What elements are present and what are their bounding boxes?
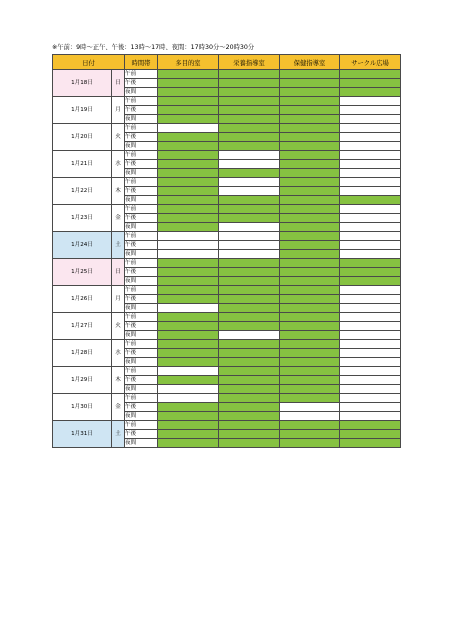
available-cell — [340, 304, 401, 313]
table-row — [53, 205, 401, 214]
booked-cell — [219, 385, 280, 394]
available-cell — [219, 232, 280, 241]
booked-cell — [280, 196, 340, 205]
available-cell — [340, 349, 401, 358]
booked-cell — [158, 421, 219, 430]
available-cell — [158, 394, 219, 403]
available-cell — [219, 250, 280, 259]
table-row — [53, 259, 401, 268]
date-cell: 1月25日 — [53, 259, 112, 286]
table-row — [53, 151, 401, 160]
date-cell: 1月20日 — [53, 124, 112, 151]
available-cell — [340, 394, 401, 403]
weekday-cell: 金 — [112, 205, 125, 232]
booked-cell — [280, 349, 340, 358]
booked-cell — [158, 187, 219, 196]
available-cell — [340, 358, 401, 367]
available-cell — [219, 178, 280, 187]
booked-cell — [280, 115, 340, 124]
available-cell — [340, 322, 401, 331]
booked-cell — [158, 214, 219, 223]
booked-cell — [219, 133, 280, 142]
booked-cell — [219, 412, 280, 421]
time-slot-cell: 午後 — [125, 376, 158, 385]
time-slot-cell: 午後 — [125, 268, 158, 277]
available-cell — [219, 331, 280, 340]
header-row — [53, 55, 401, 70]
schedule-table — [52, 54, 401, 448]
booked-cell — [280, 79, 340, 88]
available-cell — [280, 403, 340, 412]
booked-cell — [158, 205, 219, 214]
available-cell — [340, 106, 401, 115]
time-slot-cell: 午前 — [125, 394, 158, 403]
booked-cell — [340, 259, 401, 268]
available-cell — [340, 151, 401, 160]
available-cell — [340, 232, 401, 241]
header-room-health: 保健指導室 — [280, 55, 340, 70]
table-row — [53, 97, 401, 106]
time-slot-cell: 午前 — [125, 124, 158, 133]
available-cell — [158, 124, 219, 133]
weekday-cell: 火 — [112, 124, 125, 151]
booked-cell — [219, 169, 280, 178]
booked-cell — [280, 97, 340, 106]
available-cell — [340, 187, 401, 196]
available-cell — [158, 304, 219, 313]
booked-cell — [280, 214, 340, 223]
weekday-cell: 日 — [112, 259, 125, 286]
time-slot-cell: 午後 — [125, 133, 158, 142]
available-cell — [340, 142, 401, 151]
booked-cell — [280, 430, 340, 439]
table-row — [53, 178, 401, 187]
booked-cell — [219, 421, 280, 430]
time-slot-cell: 午後 — [125, 430, 158, 439]
time-slot-cell: 午前 — [125, 340, 158, 349]
booked-cell — [158, 403, 219, 412]
booked-cell — [219, 313, 280, 322]
header-room-circle-plaza: サークル広場 — [340, 55, 401, 70]
booked-cell — [158, 196, 219, 205]
booked-cell — [340, 88, 401, 97]
booked-cell — [280, 439, 340, 448]
table-row — [53, 340, 401, 349]
booked-cell — [280, 142, 340, 151]
booked-cell — [219, 277, 280, 286]
booked-cell — [219, 340, 280, 349]
available-cell — [340, 376, 401, 385]
booked-cell — [280, 340, 340, 349]
booked-cell — [340, 79, 401, 88]
time-slot-cell: 夜間 — [125, 115, 158, 124]
time-slot-cell: 夜間 — [125, 439, 158, 448]
booked-cell — [280, 358, 340, 367]
available-cell — [340, 295, 401, 304]
date-cell: 1月29日 — [53, 367, 112, 394]
booked-cell — [219, 142, 280, 151]
booked-cell — [340, 277, 401, 286]
available-cell — [340, 250, 401, 259]
available-cell — [340, 241, 401, 250]
booked-cell — [340, 439, 401, 448]
time-slot-cell: 午前 — [125, 232, 158, 241]
booked-cell — [280, 151, 340, 160]
time-slot-cell: 夜間 — [125, 88, 158, 97]
booked-cell — [158, 151, 219, 160]
available-cell — [340, 97, 401, 106]
weekday-cell: 水 — [112, 340, 125, 367]
booked-cell — [158, 430, 219, 439]
available-cell — [340, 133, 401, 142]
booked-cell — [280, 241, 340, 250]
available-cell — [219, 160, 280, 169]
booked-cell — [280, 178, 340, 187]
available-cell — [158, 367, 219, 376]
time-slot-cell: 午前 — [125, 97, 158, 106]
available-cell — [340, 124, 401, 133]
booked-cell — [158, 376, 219, 385]
available-cell — [340, 178, 401, 187]
time-slot-cell: 夜間 — [125, 385, 158, 394]
booked-cell — [280, 331, 340, 340]
booked-cell — [158, 277, 219, 286]
available-cell — [219, 187, 280, 196]
time-slot-cell: 午前 — [125, 205, 158, 214]
available-cell — [340, 340, 401, 349]
booked-cell — [280, 205, 340, 214]
booked-cell — [219, 70, 280, 79]
booked-cell — [158, 322, 219, 331]
booked-cell — [158, 259, 219, 268]
booked-cell — [280, 304, 340, 313]
booked-cell — [219, 268, 280, 277]
booked-cell — [340, 430, 401, 439]
available-cell — [340, 313, 401, 322]
weekday-cell: 土 — [112, 421, 125, 448]
booked-cell — [340, 196, 401, 205]
header-room-multipurpose: 多目的室 — [158, 55, 219, 70]
booked-cell — [158, 169, 219, 178]
weekday-cell: 水 — [112, 151, 125, 178]
time-slot-cell: 午後 — [125, 349, 158, 358]
table-row — [53, 124, 401, 133]
booked-cell — [280, 394, 340, 403]
booked-cell — [280, 376, 340, 385]
booked-cell — [219, 376, 280, 385]
booked-cell — [280, 286, 340, 295]
booked-cell — [219, 88, 280, 97]
available-cell — [340, 367, 401, 376]
time-slot-cell: 午後 — [125, 295, 158, 304]
booked-cell — [280, 277, 340, 286]
booked-cell — [219, 322, 280, 331]
time-slot-cell: 午前 — [125, 151, 158, 160]
available-cell — [340, 385, 401, 394]
table-row — [53, 313, 401, 322]
booked-cell — [219, 403, 280, 412]
booked-cell — [158, 349, 219, 358]
booked-cell — [280, 295, 340, 304]
booked-cell — [280, 421, 340, 430]
time-slot-note: ※午前：9時～正午、午後：13時～17時、夜間：17時30分～20時30分 — [52, 44, 255, 51]
time-slot-cell: 午前 — [125, 421, 158, 430]
booked-cell — [219, 97, 280, 106]
time-slot-cell: 午後 — [125, 214, 158, 223]
date-cell: 1月30日 — [53, 394, 112, 421]
booked-cell — [158, 88, 219, 97]
date-cell: 1月28日 — [53, 340, 112, 367]
header-time-slot: 時間帯 — [125, 55, 158, 70]
date-cell: 1月19日 — [53, 97, 112, 124]
booked-cell — [340, 70, 401, 79]
available-cell — [340, 214, 401, 223]
time-slot-cell: 夜間 — [125, 142, 158, 151]
booked-cell — [219, 259, 280, 268]
time-slot-cell: 午前 — [125, 259, 158, 268]
booked-cell — [219, 79, 280, 88]
date-cell: 1月26日 — [53, 286, 112, 313]
time-slot-cell: 午後 — [125, 160, 158, 169]
date-cell: 1月21日 — [53, 151, 112, 178]
booked-cell — [340, 268, 401, 277]
header-room-nutrition: 栄養指導室 — [219, 55, 280, 70]
booked-cell — [280, 268, 340, 277]
available-cell — [340, 169, 401, 178]
weekday-cell: 木 — [112, 367, 125, 394]
header-date: 日付 — [53, 55, 125, 70]
booked-cell — [219, 106, 280, 115]
available-cell — [340, 160, 401, 169]
time-slot-cell: 夜間 — [125, 250, 158, 259]
time-slot-cell: 午後 — [125, 241, 158, 250]
time-slot-cell: 午後 — [125, 187, 158, 196]
booked-cell — [158, 79, 219, 88]
time-slot-cell: 午後 — [125, 403, 158, 412]
available-cell — [158, 385, 219, 394]
booked-cell — [158, 97, 219, 106]
booked-cell — [219, 349, 280, 358]
booked-cell — [158, 160, 219, 169]
booked-cell — [158, 70, 219, 79]
booked-cell — [219, 286, 280, 295]
booked-cell — [158, 106, 219, 115]
time-slot-cell: 夜間 — [125, 412, 158, 421]
available-cell — [219, 241, 280, 250]
booked-cell — [158, 115, 219, 124]
time-slot-cell: 夜間 — [125, 358, 158, 367]
time-slot-cell: 夜間 — [125, 196, 158, 205]
booked-cell — [280, 313, 340, 322]
booked-cell — [219, 124, 280, 133]
booked-cell — [158, 439, 219, 448]
available-cell — [340, 223, 401, 232]
booked-cell — [158, 340, 219, 349]
booked-cell — [219, 358, 280, 367]
available-cell — [340, 403, 401, 412]
booked-cell — [158, 142, 219, 151]
time-slot-cell: 午前 — [125, 70, 158, 79]
time-slot-cell: 午前 — [125, 286, 158, 295]
date-cell: 1月31日 — [53, 421, 112, 448]
date-cell: 1月22日 — [53, 178, 112, 205]
weekday-cell: 木 — [112, 178, 125, 205]
weekday-cell: 月 — [112, 97, 125, 124]
booked-cell — [158, 133, 219, 142]
weekday-cell: 金 — [112, 394, 125, 421]
booked-cell — [219, 430, 280, 439]
booked-cell — [158, 295, 219, 304]
booked-cell — [219, 205, 280, 214]
booked-cell — [219, 439, 280, 448]
booked-cell — [280, 124, 340, 133]
table-row — [53, 367, 401, 376]
available-cell — [340, 331, 401, 340]
booked-cell — [280, 88, 340, 97]
booked-cell — [280, 169, 340, 178]
booked-cell — [219, 214, 280, 223]
time-slot-cell: 午後 — [125, 79, 158, 88]
time-slot-cell: 午後 — [125, 106, 158, 115]
booked-cell — [158, 268, 219, 277]
booked-cell — [219, 367, 280, 376]
available-cell — [340, 412, 401, 421]
time-slot-cell: 夜間 — [125, 331, 158, 340]
date-cell: 1月18日 — [53, 70, 112, 97]
available-cell — [340, 286, 401, 295]
table-row — [53, 232, 401, 241]
table-row — [53, 421, 401, 430]
booked-cell — [280, 322, 340, 331]
booked-cell — [158, 331, 219, 340]
booked-cell — [280, 259, 340, 268]
booked-cell — [219, 394, 280, 403]
booked-cell — [158, 412, 219, 421]
time-slot-cell: 夜間 — [125, 277, 158, 286]
booked-cell — [219, 115, 280, 124]
weekday-cell: 土 — [112, 232, 125, 259]
available-cell — [158, 232, 219, 241]
date-cell: 1月23日 — [53, 205, 112, 232]
time-slot-cell: 午前 — [125, 367, 158, 376]
booked-cell — [158, 178, 219, 187]
booked-cell — [280, 187, 340, 196]
available-cell — [280, 412, 340, 421]
available-cell — [340, 115, 401, 124]
weekday-cell: 日 — [112, 70, 125, 97]
time-slot-cell: 夜間 — [125, 304, 158, 313]
booked-cell — [280, 232, 340, 241]
available-cell — [158, 241, 219, 250]
table-row — [53, 394, 401, 403]
date-cell: 1月27日 — [53, 313, 112, 340]
booked-cell — [280, 250, 340, 259]
time-slot-cell: 午前 — [125, 313, 158, 322]
booked-cell — [280, 133, 340, 142]
table-row — [53, 70, 401, 79]
booked-cell — [158, 358, 219, 367]
time-slot-cell: 午後 — [125, 322, 158, 331]
booked-cell — [280, 70, 340, 79]
available-cell — [158, 250, 219, 259]
booked-cell — [280, 160, 340, 169]
weekday-cell: 月 — [112, 286, 125, 313]
booked-cell — [280, 367, 340, 376]
time-slot-cell: 夜間 — [125, 223, 158, 232]
booked-cell — [219, 196, 280, 205]
time-slot-cell: 午前 — [125, 178, 158, 187]
booked-cell — [280, 223, 340, 232]
date-cell: 1月24日 — [53, 232, 112, 259]
available-cell — [340, 205, 401, 214]
weekday-cell: 火 — [112, 313, 125, 340]
time-slot-cell: 夜間 — [125, 169, 158, 178]
booked-cell — [219, 295, 280, 304]
available-cell — [219, 223, 280, 232]
booked-cell — [158, 313, 219, 322]
available-cell — [219, 151, 280, 160]
booked-cell — [280, 106, 340, 115]
booked-cell — [158, 286, 219, 295]
booked-cell — [340, 421, 401, 430]
table-row — [53, 286, 401, 295]
booked-cell — [219, 304, 280, 313]
booked-cell — [280, 385, 340, 394]
booked-cell — [158, 223, 219, 232]
